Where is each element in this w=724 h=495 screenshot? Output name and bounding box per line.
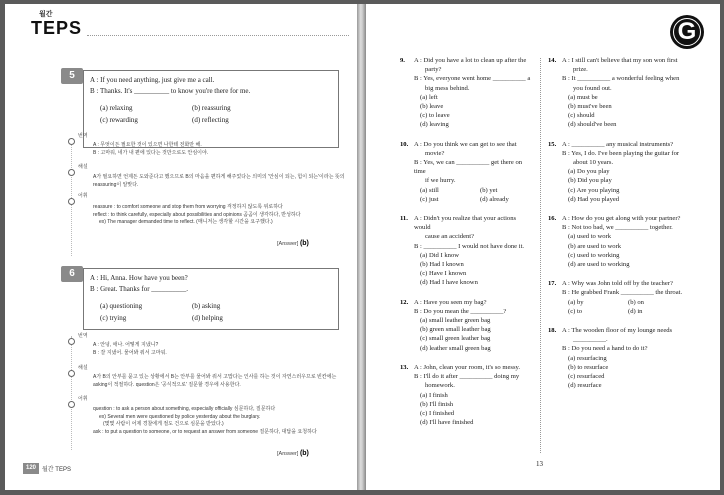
left-page-number: 120 [23,463,39,474]
q15-option-c: (c) Are you playing [568,186,620,194]
q18-line-2: __________. [573,336,608,344]
question-6-number: 6 [61,266,83,282]
logo-prefix: 월간 [39,11,53,18]
question-6-box [83,268,339,330]
q6-vocabulary [93,406,343,436]
g-badge-icon: G [670,15,704,49]
q9-option-d: (d) leaving [420,121,449,129]
q5-answer [277,240,309,247]
header-dotted-rule [87,35,349,36]
q15-line-1: A : __________ any musical instruments? [562,140,674,148]
q5-vocabulary [93,204,343,227]
question-14 [548,56,708,130]
q6-bullet-1 [68,338,75,345]
left-footer-title: 월간 TEPS [42,467,71,473]
q6-bullet-3 [68,401,75,408]
q17-option-d: (d) in [628,307,643,315]
question-5-number: 5 [61,68,83,84]
q6-answer [277,450,309,457]
q11-option-b: (b) Had I known [420,261,464,269]
q14-line-3: B : It __________ a wonderful feeling when [562,75,680,83]
q17-options [548,298,708,316]
q5-translation-label: 번역 [78,133,88,139]
q5-translation-line-2: B : 고마워, 네가 내 편에 있다는 것만으로도 안심이야. [93,149,209,156]
q5-explanation-line-1: A가 필요하면 언제든 도와준다고 했으므로 B의 마음을 편하게 해주었다는 의미의 '안심이 되는, 힘이 되는'이라는 뜻의 [93,174,345,180]
q14-option-d: (d) should've been [568,121,617,129]
q6-options [90,301,332,324]
q6-vocab-line-2: ex) Several men were questioned by police yesterday about the burglary. [99,413,261,420]
q6-vocab-line-3: (몇몇 사람이 어제 경찰에게 절도 건으로 심문을 받았다.) [103,421,224,427]
q17-option-b: (b) on [628,298,644,306]
q13-line-1: A : John, clean your room, it's so messy. [414,363,521,371]
q14-option-c: (c) should [568,112,595,120]
q13-option-d: (d) I'll have finished [420,419,474,427]
q11-option-d: (d) Had I have known [420,279,478,287]
q6-option-d: (d) helping [192,314,223,322]
q5-option-c: (c) rewarding [100,116,138,124]
q6-vocab-line-1: question : to ask a person about something, especially officially 심문하다, 질문하다 [93,406,276,412]
q5-explanation [93,174,343,189]
q10-option-d: (d) already [480,195,509,203]
q18-line-3: B : Do you need a hand to do it? [562,345,648,353]
q5-vocab-line-3: ex) The manager demanded time to reflect. (매니저는 생각할 시간을 요구했다.) [99,219,273,225]
q6-explanation-line-1: A가 B의 안부를 묻고 있는 상황에서 B는 안부를 물어봐 줘서 고맙다는 인사를 하는 것이 자연스러우므로 빈칸에는 [93,374,337,380]
q9-option-a: (a) left [420,93,438,101]
q5-vocab-line-1: reassure : to comfort someone and stop them from worrying 걱정하지 않도록 위로하다 [93,204,283,210]
q6-timeline [71,336,72,450]
q18-option-b: (b) to resurface [568,363,609,371]
left-page [5,4,357,490]
right-page [366,4,720,490]
q13-line-2: B : I'll do it after __________ doing my [414,373,520,381]
q12-line-2: B : Do you mean the __________? [414,307,507,315]
q10-option-b: (b) yet [480,186,498,194]
q6-vocab-line-4: ask : to put a question to someone, or to request an answer from someone 질문하다, 대답을 요청하다 [93,428,317,435]
q6-explain-label: 해설 [78,365,88,371]
left-footer [23,463,71,474]
q13-option-c: (c) I finished [420,409,455,417]
q17-option-c: (c) to [568,307,583,315]
question-18 [548,326,708,390]
q5-line-b: B : Thanks. It's __________ to know you're there for me. [90,87,251,95]
question-12 [400,298,534,353]
q12-line-1: A : Have you seen my bag? [414,298,487,306]
q11-line-1: A : Didn't you realize that your actions would [414,215,517,232]
q13-option-b: (b) I'll finish [420,400,454,408]
q5-timeline [71,138,72,256]
q6-vocab-label: 어휘 [78,396,88,402]
q9-number: 9. [400,57,405,64]
q10-options [400,186,534,204]
q15-option-d: (d) Had you played [568,195,620,203]
q9-line-4: big mess behind. [425,84,470,92]
q17-line-1: A : Why was John told off by the teacher? [562,280,673,288]
q15-number: 15. [548,140,557,148]
q9-line-2: party? [425,66,442,74]
q15-option-a: (a) Do you play [568,168,610,176]
question-17 [548,279,708,316]
q17-line-2: B : He grabbed Frank __________ the throat. [562,289,683,297]
q9-option-c: (c) to leave [420,112,450,120]
q14-number: 14. [548,57,557,64]
q12-option-c: (c) small green leather bag [420,335,491,343]
right-column-2 [548,56,708,401]
q6-option-c: (c) trying [100,314,127,322]
column-divider [540,58,541,453]
question-11 [400,214,534,288]
q5-answer-value: (b) [299,240,309,247]
q16-option-d: (d) are used to working [568,261,630,269]
q10-number: 10. [400,140,409,148]
q16-option-b: (b) are used to work [568,242,622,250]
q12-option-d: (d) leather small green bag [420,344,491,352]
q5-translation [93,142,343,157]
q5-option-d: (d) reflecting [192,116,229,124]
q10-option-c: (c) just [420,195,439,203]
q11-line-2: cause an accident? [425,233,475,241]
question-9 [400,56,534,130]
q6-answer-label: [Answer] [277,451,299,457]
right-page-number: 13 [536,460,543,468]
q5-bullet-2 [68,169,75,176]
q12-option-a: (a) small leather green bag [420,317,491,325]
book-spine [357,4,366,490]
q10-line-1: A : Do you think we can get to see that [414,140,517,148]
q18-line-1: A : The wooden floor of my lounge needs [562,327,673,335]
q13-number: 13. [400,363,409,371]
q16-option-c: (c) used to working [568,251,620,259]
q12-number: 12. [400,298,409,306]
q9-line-3: B : Yes, everyone went home __________ a [414,75,531,83]
q17-option-a: (a) by [568,298,584,306]
q13-option-a: (a) I finish [420,391,448,399]
q11-number: 11. [400,215,408,223]
q14-line-1: A : I still can't believe that my son won first [562,57,678,64]
q6-option-a: (a) questioning [100,302,143,310]
q10-option-a: (a) still [420,186,439,194]
q17-number: 17. [548,280,557,288]
question-10 [400,140,534,204]
q6-option-b: (b) asking [192,302,221,310]
q5-vocab-label: 어휘 [78,193,88,199]
question-16 [548,214,708,269]
q6-line-b: B : Great. Thanks for __________. [90,285,189,293]
q5-explain-label: 해설 [78,164,88,170]
q14-option-b: (b) must've been [568,103,612,111]
q14-line-2: prize. [573,66,588,74]
teps-logo [31,11,83,39]
q18-option-a: (a) resurfacing [568,354,607,362]
q6-answer-value: (b) [299,450,309,457]
q11-option-c: (c) Have I known [420,270,467,278]
q16-line-2: B : Not too bad, we __________ together. [562,224,673,232]
q5-bullet-3 [68,198,75,205]
q6-translation [93,342,343,357]
question-13 [400,363,534,427]
question-5-box [83,70,339,148]
q5-option-b: (b) reassuring [192,104,231,112]
q18-number: 18. [548,327,557,335]
q5-bullet-1 [68,138,75,145]
q6-translation-label: 번역 [78,333,88,339]
q15-line-3: about 10 years. [573,159,614,167]
logo-text: TEPS [31,18,83,38]
q6-translation-line-2: B : 잘 지냈어. 물어봐 줘서 고마워. [93,349,167,356]
q16-option-a: (a) used to work [568,233,612,241]
q5-answer-label: [Answer] [277,241,299,247]
q16-number: 16. [548,215,557,223]
q9-line-1: A : Did you have a lot to clean up after the [414,57,527,64]
q6-explanation-line-2: asking이 적절하다. question은 '공식적으로' 질문할 경우에 사용한다. [93,381,241,388]
q10-line-3: B : Yes, we can __________ get there on time [414,159,523,176]
q5-vocab-line-2: reflect : to think carefully, especially about possibilities and opinions 곰곰이 생각하다, 반성하다 [93,211,301,218]
right-column-1 [400,56,534,437]
q12-option-b: (b) green small leather bag [420,326,491,334]
q15-option-b: (b) Did you play [568,177,612,185]
q5-line-a: A : If you need anything, just give me a call. [90,76,215,84]
q6-line-a: A : Hi, Anna. How have you been? [90,274,188,282]
q11-line-3: B : __________ I would not have done it. [414,242,525,250]
q15-line-2: B : Yes, I do. I've been playing the guitar for [562,149,680,157]
q18-option-d: (d) resurface [568,382,602,390]
q10-line-4: if we hurry. [425,177,456,185]
q5-explanation-line-2: reassuring이 알맞다. [93,181,139,188]
q6-explanation [93,374,343,389]
q5-options [90,103,332,126]
q14-line-4: you found out. [573,84,612,92]
q5-option-a: (a) relaxing [100,104,133,112]
q5-translation-line-1: A : 무엇이든 필요한 것이 있으면 나한테 전화만 해. [93,142,202,148]
q13-line-3: homework. [425,382,455,390]
q10-line-2: movie? [425,149,445,157]
q6-translation-line-1: A : 안녕, 애나. 어떻게 지냈니? [93,342,159,348]
q9-option-b: (b) leave [420,103,444,111]
q6-bullet-2 [68,370,75,377]
q18-option-c: (c) resurfaced [568,373,605,381]
q14-option-a: (a) must be [568,93,598,101]
q16-line-1: A : How do you get along with your partner? [562,215,681,223]
q11-option-a: (a) Did I know [420,251,460,259]
question-15 [548,140,708,204]
